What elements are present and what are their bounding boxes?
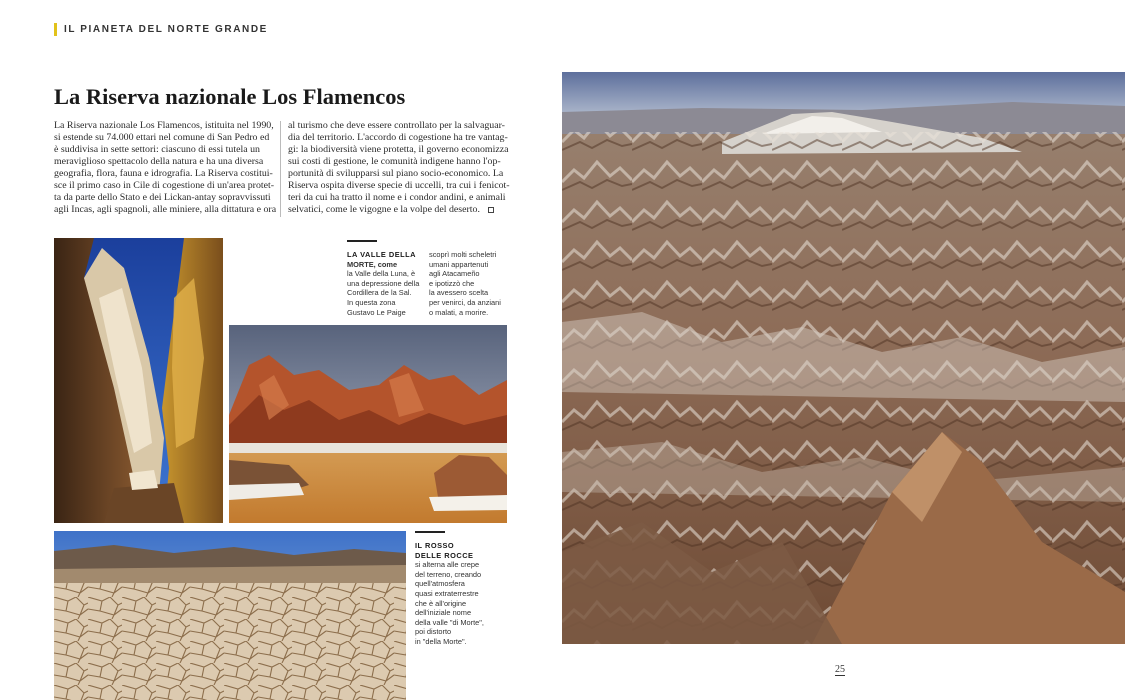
caption-rosso-rule: [415, 531, 445, 533]
caption-valle-line: scoprì molti scheletri: [429, 250, 497, 259]
article-column-2: [288, 120, 510, 216]
column-divider: [280, 121, 281, 217]
caption-valle-rule: [347, 240, 377, 242]
red-rocks-lake-photo: [229, 325, 507, 523]
column-2-line: dia del territorio. L'accordo di cogestione ha tre vantag-: [288, 132, 508, 143]
column-2-line: Riserva ospita diverse specie di uccelli, tra cui i fenicot-: [288, 180, 510, 191]
cracked-flat-photo-art: [54, 531, 406, 700]
caption-valle-heading-2: MORTE, come: [347, 259, 398, 269]
red-rocks-photo-art: [229, 325, 507, 523]
caption-valle-line: o malati, a morire.: [429, 307, 489, 317]
caption-rosso-heading-2: DELLE ROCCE: [415, 550, 474, 560]
canyon-photo-art: [54, 238, 223, 523]
column-2-line: selvatici, come le vigogne e la volpe del deserto.: [288, 204, 480, 215]
page-number: 25: [835, 664, 845, 675]
valle-aerial-photo: [562, 72, 1125, 644]
caption-valle-line: per venirci, da anziani: [429, 297, 501, 307]
caption-valle-col-1: [347, 250, 419, 317]
cracked-salt-flat-photo: [54, 531, 406, 700]
canyon-photo: [54, 238, 223, 523]
caption-rosso-heading: IL ROSSO: [415, 541, 455, 550]
end-of-article-icon: [488, 207, 494, 213]
caption-valle-heading: LA VALLE DELLA: [347, 250, 416, 259]
caption-valle-col-2: [429, 250, 501, 317]
caption-rosso-line: poi distorto: [415, 627, 452, 637]
caption-valle-line: umani appartenuti: [429, 259, 489, 269]
column-1-line: meraviglioso spettacolo della natura e ha una diversa: [54, 156, 264, 167]
column-1-line: agli Incas, agli spagnoli, alle miniere, alla dittatura e ora: [54, 204, 277, 215]
section-header: [54, 22, 268, 36]
column-2-line: al turismo che deve essere controllato per la salvaguar-: [288, 120, 505, 131]
caption-rosso-line: dell'iniziale nome: [415, 608, 472, 618]
caption-rosso-line: si alterna alle crepe: [415, 560, 480, 570]
caption-valle-line: la Valle della Luna, è: [347, 269, 416, 279]
column-1-line: La Riserva nazionale Los Flamencos, istituita nel 1990,: [54, 120, 274, 131]
caption-rosso-line: del terreno, creando: [415, 569, 482, 579]
column-1-line: è suddivisa in sette settori: ciascuno di essi tutela un: [54, 144, 260, 155]
caption-valle-line: [347, 260, 419, 270]
section-title: IL PIANETA DEL NORTE GRANDE: [64, 23, 268, 35]
caption-rosso-line: quasi extraterrestre: [415, 588, 479, 598]
caption-valle-line: una depressione della: [347, 278, 420, 288]
caption-rosso: [415, 541, 484, 647]
caption-rosso-line: quell'atmosfera: [415, 579, 465, 589]
column-1-line: ta da parte dello Stato e dei Lickan-antay sopravvissuti: [54, 192, 271, 203]
caption-valle-line: la avessero scelta: [429, 288, 489, 298]
caption-rosso-line: della valle "di Morte",: [415, 617, 484, 627]
valle-aerial-photo-art: [562, 72, 1125, 644]
caption-rosso-line: che è all'origine: [415, 598, 467, 608]
column-1-line: sce il primo caso in Cile di cogestione di un'area protet-: [54, 180, 275, 191]
column-2-last-line: [288, 204, 506, 216]
article-title: La Riserva nazionale Los Flamencos: [54, 84, 406, 109]
column-2-line: sui costi di gestione, le comunità indigene hanno l'op-: [288, 156, 501, 167]
caption-valle-line: Cordillera de la Sal.: [347, 288, 412, 298]
caption-valle-line: In questa zona: [347, 297, 396, 307]
column-2-line: portunità di svilupparsi sul piano socio-economico. La: [288, 168, 504, 179]
column-2-line: gi: la biodiversità viene protetta, il governo economizza: [288, 144, 509, 155]
column-1-line: geografia, flora, fauna e idrografia. La Riserva costitui-: [54, 168, 273, 179]
section-accent-bar: [54, 23, 57, 36]
article-column-1: [54, 120, 277, 216]
caption-rosso-line: in "della Morte".: [415, 636, 467, 646]
column-2-line: teri da cui ha tratto il nome e i condor andini, e animali: [288, 192, 506, 203]
caption-valle-line: Gustavo Le Paige: [347, 307, 406, 317]
caption-valle-line: e ipotizzò che: [429, 278, 475, 288]
caption-valle-line: agli Atacameño: [429, 269, 480, 279]
column-1-line: si estende su 74.000 ettari nel comune di San Pedro ed: [54, 132, 270, 143]
